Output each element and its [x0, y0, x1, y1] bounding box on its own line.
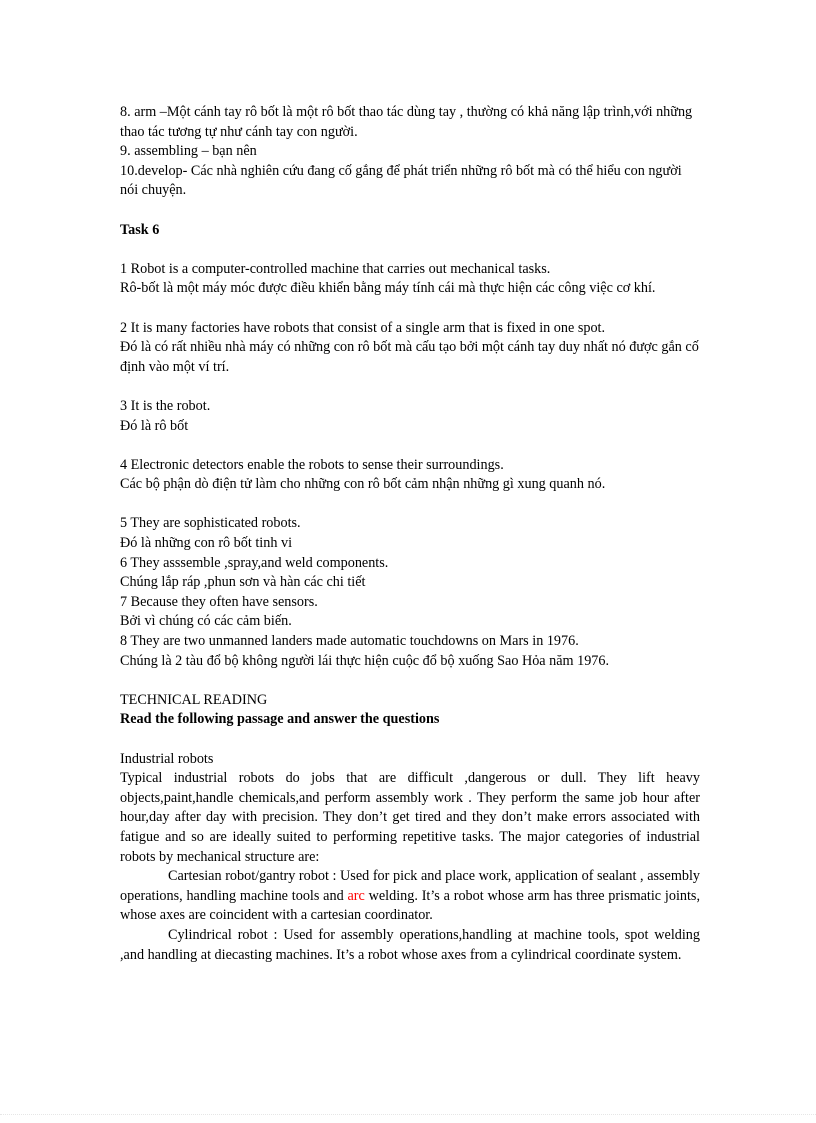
passage-paragraph-3: Cylindrical robot : Used for assembly operations,handling at machine tools, spot welding ,and handling at diecasting machines. It’s a robot whose axes from a cylindrical coordinate system. [120, 926, 700, 963]
task6-item-1-en: 1 Robot is a computer-controlled machine that carries out mechanical tasks. [120, 260, 551, 277]
task6-item-6-en: 6 They asssemble ,spray,and weld components. [120, 554, 389, 571]
vocab-item-10: 10.develop- Các nhà nghiên cứu đang cố gắng để phát triển những rô bốt mà có thể hiểu con người nói chuyện. [120, 162, 682, 199]
task6-heading: Task 6 [120, 221, 160, 238]
task6-item-7-vi: Bởi vì chúng có các cảm biến. [120, 613, 292, 630]
task6-item-3-vi: Đó là rô bốt [120, 417, 189, 434]
passage-paragraph-1: Typical industrial robots do jobs that are difficult ,dangerous or dull. They lift heavy objects,paint,handle chemicals,and perform assembly work . They perform the same job hour after hour,day after day with precision. They don’t get tired and they don’t make errors associated with fatigue and so are ideally suited to performing repetitive tasks. The major categories of industrial robots by mechanical structure are: [120, 770, 700, 865]
passage-paragraph-2 [120, 867, 700, 926]
paragraph-2-text-a: Cartesian robot/gantry robot : Used for pick and place work, application of sealant , assembly operations, handling machine tools and [120, 868, 700, 904]
task6-item-8-vi: Chúng là 2 tàu đổ bộ không người lái thực hiện cuộc đổ bộ xuống Sao Hỏa năm 1976. [120, 652, 610, 669]
task6-item-7-en: 7 Because they often have sensors. [120, 593, 318, 610]
page-bottom-border [0, 1114, 816, 1115]
task6-item-2-en: 2 It is many factories have robots that consist of a single arm that is fixed in one spot. [120, 319, 606, 336]
passage-title: Industrial robots [120, 750, 214, 767]
task6-item-3-en: 3 It is the robot. [120, 397, 211, 414]
task6-item-4-vi: Các bộ phận dò điện tử làm cho những con rô bốt cảm nhận những gì xung quanh nó. [120, 476, 606, 493]
reading-instruction: Read the following passage and answer the questions [120, 711, 440, 728]
task6-item-8-en: 8 They are two unmanned landers made automatic touchdowns on Mars in 1976. [120, 633, 579, 650]
task6-item-6-vi: Chúng lắp ráp ,phun sơn và hàn các chi tiết [120, 574, 366, 591]
paragraph-2-text-b: welding. It’s a robot whose arm has three prismatic joints, whose axes are coincident with a cartesian coordinator. [120, 887, 700, 924]
vocab-item-8: 8. arm –Một cánh tay rô bốt là một rô bốt thao tác dùng tay , thường có khả năng lập trình,với những thao tác tương tự như cánh tay con người. [120, 104, 693, 140]
vocab-item-9: 9. assembling – bạn nên [120, 143, 257, 160]
highlighted-word-arc: arc [347, 887, 365, 904]
task6-item-4-en: 4 Electronic detectors enable the robots to sense their surroundings. [120, 456, 504, 473]
task6-item-2-vi: Đó là có rất nhiều nhà máy có những con rô bốt mà cấu tạo bởi một cánh tay duy nhất nó được gắn cố định vào một ví trí. [120, 339, 699, 375]
task6-item-5-en: 5 They are sophisticated robots. [120, 515, 301, 532]
task6-item-5-vi: Đó là những con rô bốt tinh vi [120, 535, 293, 552]
task6-item-1-vi: Rô-bốt là một máy móc được điều khiển bằng máy tính cái mà thực hiện các công việc cơ khí. [120, 280, 656, 297]
technical-reading-heading: TECHNICAL READING [120, 691, 268, 708]
document-page [120, 103, 700, 965]
